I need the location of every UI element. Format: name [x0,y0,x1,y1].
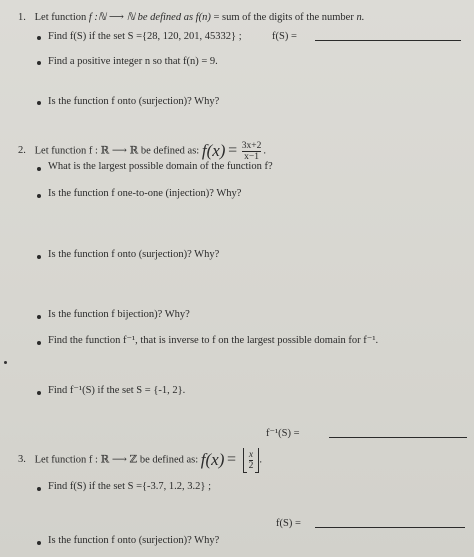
floor-brackets [243,448,263,473]
q3-period: . [259,454,263,466]
q2-stem-text: Let function f : ℝ ⟶ ℝ be defined as: [34,145,200,157]
bullet-dot [37,315,41,319]
q3-number: 3. [18,454,26,466]
q3-bullet-a: Find f(S) if the set S ={-3.7, 1.2, 3.2} ; [48,481,211,492]
bullet-dot [37,36,41,40]
q1-bullet-c: Is the function f onto (surjection)? Why? [48,96,220,107]
bullet-dot [37,194,41,198]
q1-answer-blank-a[interactable] [315,30,461,41]
stray-mark [4,361,7,364]
q2-number: 2. [18,145,26,157]
q2-bullet-b: Is the function f one-to-one (injection)? Why? [48,188,242,199]
q1-bullet-b: Find a positive integer n so that f(n) = 9. [48,56,218,67]
q3-fx: f(x) [200,450,225,469]
q3-equals: = [227,451,237,468]
q1-number: 1. [18,12,26,23]
q2-fx: f(x) [201,141,226,160]
floor-left-bracket [243,448,247,473]
q1-stem-var: n. [356,12,365,23]
q2-bullet-f: Find f⁻¹(S) if the set S = {-1, 2}. [48,385,186,396]
bullet-dot [37,61,41,65]
bullet-dot [37,341,41,345]
q2-period: . [263,145,266,157]
bullet-dot [37,167,41,171]
q1-bullet-a: Find f(S) if the set S ={28, 120, 201, 45332} ; [48,31,242,42]
q1-stem-before: Let function [34,12,89,23]
q3-bullet-b: Is the function f onto (surjection)? Why? [48,535,220,546]
q1-stem-after: = sum of the digits of the number [210,12,357,23]
q3-answer-label-a: f(S) = [276,518,301,529]
q1-answer-label-a: f(S) = [272,31,297,42]
q2-bullet-e: Find the function f⁻¹, that is inverse to f on the largest possible domain for f⁻¹. [48,335,379,346]
q2-numerator: 3x+2 [241,140,262,151]
q2-fraction [242,141,262,162]
q3-denominator: 2 [248,460,254,471]
q3-fraction [249,450,254,471]
q2-bullet-c: Is the function f onto (surjection)? Why? [48,249,220,260]
bullet-dot [37,487,41,491]
q3-stem [18,447,262,473]
q1-stem [18,11,364,24]
q3-stem-text: Let function f : ℝ ⟶ ℤ be defined as: [34,454,199,466]
bullet-dot [37,391,41,395]
q2-equals: = [228,142,238,159]
q2-answer-blank-f[interactable] [329,427,467,438]
bullet-dot [37,541,41,545]
bullet-dot [37,101,41,105]
q2-denominator: x−1 [244,151,259,162]
bullet-dot [37,255,41,259]
q2-bullet-d: Is the function f bijection)? Why? [48,309,190,320]
q2-bullet-a: What is the largest possible domain of the function f? [48,161,273,172]
q3-numerator: x [248,449,254,460]
q3-answer-blank-a[interactable] [315,517,465,528]
q1-stem-func: f :ℕ ⟶ ℕ be defined as f(n) [88,12,211,23]
q2-answer-label-f: f⁻¹(S) = [266,428,300,439]
